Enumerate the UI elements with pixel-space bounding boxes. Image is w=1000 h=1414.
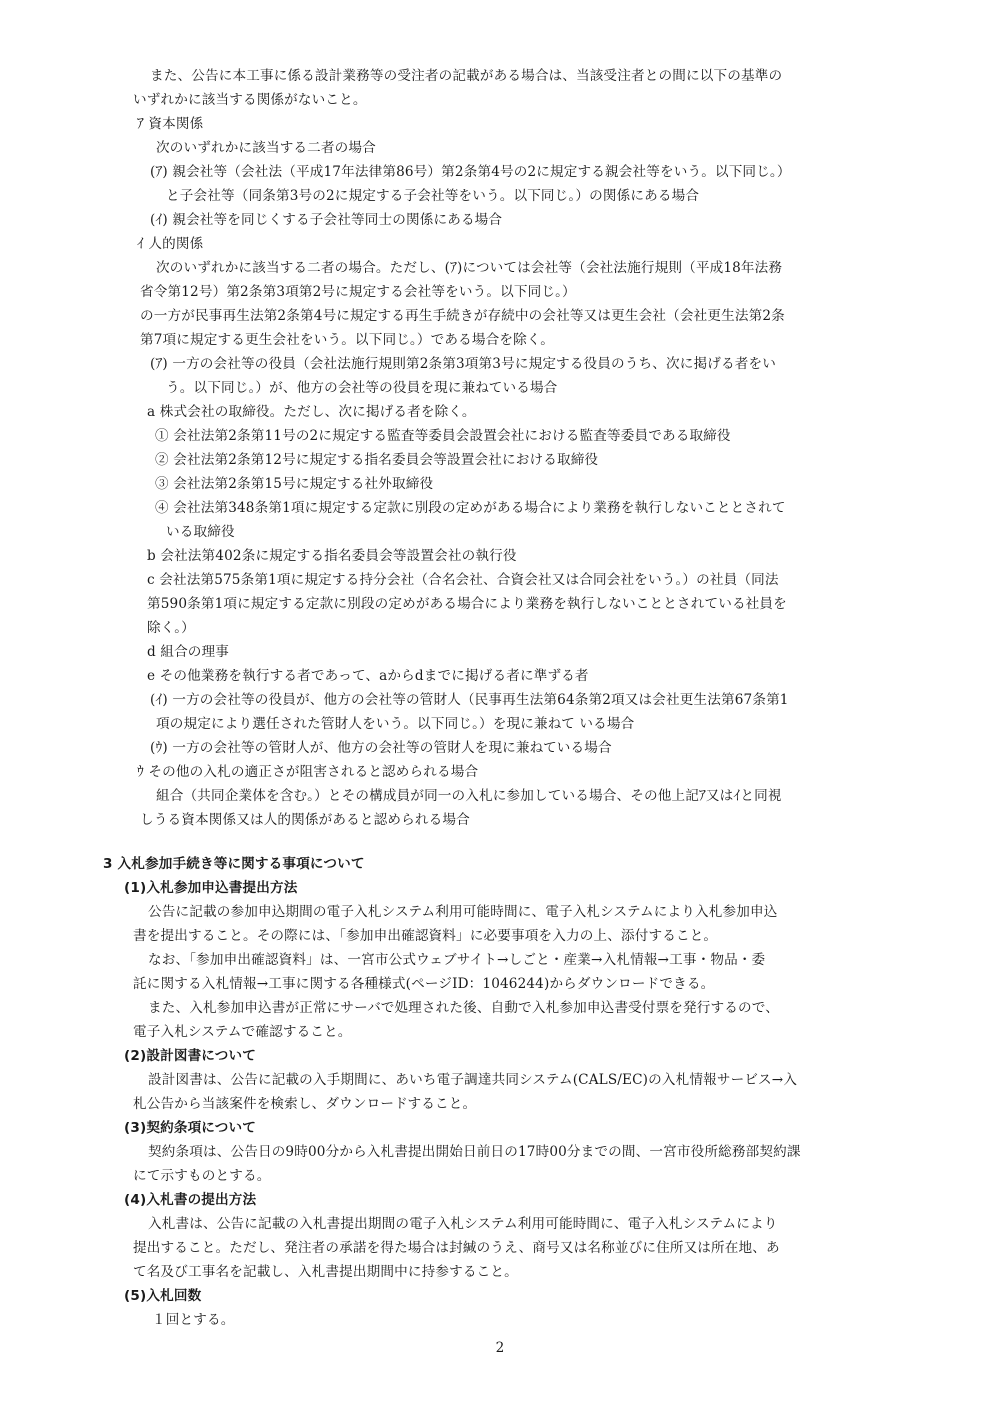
text-line: また、入札参加申込書が正常にサーバで処理された後、自動で入札参加申込書受付票を発行するので、 bbox=[148, 1000, 779, 1016]
text-line: 契約条項は、公告日の9時00分から入札書提出開始日前日の17時00分までの間、一宮市役所総務部契約課 bbox=[148, 1144, 801, 1160]
section-heading: (3)契約条項について bbox=[124, 1120, 257, 1136]
text-line: 設計図書は、公告に記載の入手期間に、あいち電子調達共同システム(CALS/EC)の入札情報サービス→入 bbox=[148, 1072, 798, 1088]
text-line: ｱ 資本関係 bbox=[137, 116, 204, 132]
text-line: また、公告に本工事に係る設計業務等の受注者の記載がある場合は、当該受注者との間に以下の基準の bbox=[150, 68, 783, 84]
text-line: 提出すること。ただし、発注者の承諾を得た場合は封緘のうえ、商号又は名称並びに住所又は所在地、あ bbox=[133, 1240, 780, 1256]
text-line: e その他業務を執行する者であって、aからdまでに掲げる者に準ずる者 bbox=[147, 668, 589, 684]
text-line: a 株式会社の取締役。ただし、次に掲げる者を除く。 bbox=[147, 404, 476, 420]
text-line: いずれかに該当する関係がないこと。 bbox=[133, 92, 367, 108]
text-line: 組合（共同企業体を含む。）とその構成員が同一の入札に参加している場合、その他上記ｱ又はｲと同視 bbox=[156, 788, 782, 804]
text-line: 公告に記載の参加申込期間の電子入札システム利用可能時間に、電子入札システムにより入札参加申込 bbox=[148, 904, 778, 920]
text-line: d 組合の理事 bbox=[147, 644, 230, 660]
text-line: ③ 会社法第2条第15号に規定する社外取締役 bbox=[155, 476, 434, 492]
section-heading: 3 入札参加手続き等に関する事項について bbox=[103, 856, 365, 872]
section-heading: (4)入札書の提出方法 bbox=[124, 1192, 257, 1208]
text-line: 第590条第1項に規定する定款に別段の定めがある場合により業務を執行しないこととされている社員を bbox=[147, 596, 787, 612]
text-line: 除く。） bbox=[147, 620, 195, 636]
text-line: 第7項に規定する更生会社をいう。以下同じ。）である場合を除く。 bbox=[140, 332, 555, 348]
text-line: 省令第12号）第2条第3項第2号に規定する会社等をいう。以下同じ。） bbox=[140, 284, 576, 300]
text-line: 入札書は、公告に記載の入札書提出期間の電子入札システム利用可能時間に、電子入札システムにより bbox=[148, 1216, 778, 1232]
text-line: b 会社法第402条に規定する指名委員会等設置会社の執行役 bbox=[147, 548, 517, 564]
text-line: しうる資本関係又は人的関係があると認められる場合 bbox=[140, 812, 470, 828]
text-line: にて示すものとする。 bbox=[133, 1168, 271, 1184]
section-heading: (2)設計図書について bbox=[124, 1048, 257, 1064]
text-line: ② 会社法第2条第12号に規定する指名委員会等設置会社における取締役 bbox=[155, 452, 599, 468]
text-line: 託に関する入札情報→工事に関する各種様式(ページID：1046244)からダウンロードできる。 bbox=[133, 976, 715, 992]
text-line: (ｲ) 親会社等を同じくする子会社等同士の関係にある場合 bbox=[150, 212, 503, 228]
text-line: ｲ 人的関係 bbox=[137, 236, 204, 252]
text-line: 次のいずれかに該当する二者の場合 bbox=[156, 140, 376, 156]
section-heading: (5)入札回数 bbox=[124, 1288, 202, 1304]
section-heading: (1)入札参加申込書提出方法 bbox=[124, 880, 298, 896]
text-line: て名及び工事名を記載し、入札書提出期間中に持参すること。 bbox=[133, 1264, 518, 1280]
text-line: 札公告から当該案件を検索し、ダウンロードすること。 bbox=[133, 1096, 477, 1112]
text-line: 書を提出すること。その際には、「参加申出確認資料」に必要事項を入力の上、添付すること。 bbox=[133, 928, 718, 944]
text-line: の一方が民事再生法第2条第4号に規定する再生手続きが存続中の会社等又は更生会社（会社更生法第2条 bbox=[140, 308, 785, 324]
text-line: c 会社法第575条第1項に規定する持分会社（合名会社、合資会社又は合同会社をいう。）の社員（同法 bbox=[147, 572, 779, 588]
text-line: と子会社等（同条第3号の2に規定する子会社等をいう。以下同じ。）の関係にある場合 bbox=[166, 188, 700, 204]
text-line: なお、「参加申出確認資料」は、一宮市公式ウェブサイト→しごと・産業→入札情報→工事・物品・委 bbox=[148, 952, 766, 968]
text-line: ④ 会社法第348条第1項に規定する定款に別段の定めがある場合により業務を執行しないこととされて bbox=[155, 500, 786, 516]
text-line: １回とする。 bbox=[152, 1312, 235, 1328]
text-line: (ｳ) 一方の会社等の管財人が、他方の会社等の管財人を現に兼ねている場合 bbox=[150, 740, 612, 756]
text-line: 電子入札システムで確認すること。 bbox=[133, 1024, 352, 1040]
text-line: 項の規定により選任された管財人をいう。以下同じ。）を現に兼ねて いる場合 bbox=[156, 716, 635, 732]
text-line: (ｱ) 一方の会社等の役員（会社法施行規則第2条第3項第3号に規定する役員のうち、次に掲げる者をい bbox=[150, 356, 776, 372]
text-line: ① 会社法第2条第11号の2に規定する監査等委員会設置会社における監査等委員である取締役 bbox=[155, 428, 731, 444]
text-line: いる取締役 bbox=[166, 524, 235, 540]
text-line: (ｱ) 親会社等（会社法（平成17年法律第86号）第2条第4号の2に規定する親会社等をいう。以下同じ。） bbox=[150, 164, 791, 180]
text-line: う。以下同じ。）が、他方の会社等の役員を現に兼ねている場合 bbox=[166, 380, 558, 396]
text-line: 次のいずれかに該当する二者の場合。ただし、(ｱ)については会社等（会社法施行規則（平成18年法務 bbox=[156, 260, 783, 276]
text-line: ｳ その他の入札の適正さが阻害されると認められる場合 bbox=[137, 764, 479, 780]
page-number: 2 bbox=[495, 1340, 505, 1356]
text-line: (ｲ) 一方の会社等の役員が、他方の会社等の管財人（民事再生法第64条第2項又は会社更生法第67条第1 bbox=[150, 692, 789, 708]
